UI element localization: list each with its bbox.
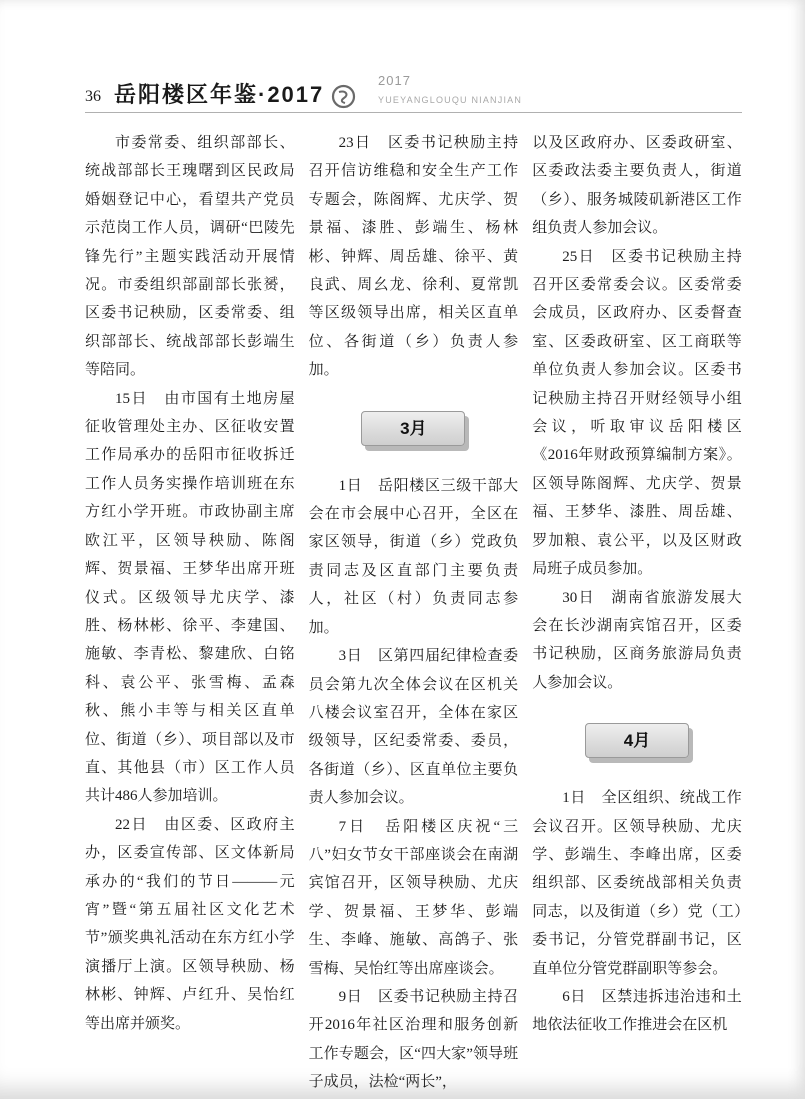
month-header-button: 3月 bbox=[361, 411, 465, 446]
entry-paragraph: 3日 区第四届纪律检查委员会第九次全体会议在区机关八楼会议室召开，全体在家区级领导，区纪委常委、委员，各街道（乡）、区直单位主要负责人参加会议。 bbox=[308, 648, 519, 807]
content-columns bbox=[85, 129, 742, 1097]
header-year-block bbox=[378, 74, 558, 106]
entry-paragraph: 7日 岳阳楼区庆祝“三八”妇女节女干部座谈会在南湖宾馆召开，区领导秧励、尤庆学、贺景福、王梦华、彭端生、李峰、施敏、高鸽子、张雪梅、吴怡红等出席座谈会。 bbox=[308, 818, 519, 977]
header-rule bbox=[85, 112, 742, 113]
entry-paragraph: 市委常委、组织部部长、统战部部长王瑰曙到区民政局婚姻登记中心，看望共产党员示范岗工作人员，调研“巴陵先锋先行”主题实践活动开展情况。市委组织部副部长张赟，区委书记秧励，区委常委、组织部部长、统战部部长彭端生等陪同。 bbox=[85, 135, 295, 379]
text-column-1 bbox=[85, 129, 295, 1097]
yearbook-logo-icon bbox=[331, 84, 356, 110]
entry-paragraph: 15日 由市国有土地房屋征收管理处主办、区征收安置工作局承办的岳阳市征收拆迁工作人员务实操作培训班在东方红小学开班。市政协副主席欧江平，区领导秧励、陈阁辉、贺景福、王梦华出席开班仪式。区级领导尤庆学、漆胜、杨林彬、徐平、李建国、施敏、李青松、黎建欣、白铭科、袁公平、张雪梅、孟森秋、熊小丰等与相关区直单位、街道（乡）、项目部以及市直、其他县（市）区工作人员共计486人参加培训。 bbox=[85, 390, 295, 805]
text-column-2 bbox=[309, 129, 519, 1097]
entry-paragraph: 30日 湖南省旅游发展大会在长沙湖南宾馆召开，区委书记秧励，区商务旅游局负责人参加会议。 bbox=[532, 589, 742, 691]
month-header-button: 4月 bbox=[585, 723, 689, 758]
page-number: 36 bbox=[85, 88, 101, 105]
page-header bbox=[85, 72, 742, 110]
entry-paragraph: 1日 岳阳楼区三级干部大会在市会展中心召开，全区在家区领导，街道（乡）党政负责同志及区直部门主要负责人，社区（村）负责同志参加。 bbox=[308, 477, 519, 636]
text-column-3 bbox=[532, 129, 742, 1097]
entry-paragraph: 25日 区委书记秧励主持召开区委常委会议。区委常委会成员，区政府办、区委督查室、区委政研室、区工商联等单位负责人参加会议。区委书记秧励主持召开财经领导小组会议，听取审议岳阳楼区《2016年财政预算编制方案》。区领导陈阁辉、尤庆学、贺景福、王梦华、漆胜、周岳雄、罗加粮、袁公平，以及区财政局班子成员参加。 bbox=[532, 248, 742, 578]
entry-paragraph: 9日 区委书记秧励主持召开2016年社区治理和服务创新工作专题会，区“四大家”领导班子成员，法检“两长”， bbox=[308, 988, 519, 1091]
entry-paragraph: 以及区政府办、区委政研室、区委政法委主要负责人，街道（乡）、服务城陵矶新港区工作组负责人参加会议。 bbox=[532, 135, 742, 237]
entry-paragraph: 23日 区委书记秧励主持召开信访维稳和安全生产工作专题会，陈阁辉、尤庆学、贺景福、漆胜、彭端生、杨林彬、钟辉、周岳雄、徐平、黄良武、周幺龙、徐利、夏常凯等区级领导出席，相关区直单位、各街道（乡）负责人参加。 bbox=[308, 135, 519, 379]
header-year: 2017 bbox=[378, 73, 411, 88]
entry-paragraph: 6日 区禁违拆违治违和土地依法征收工作推进会在区机 bbox=[532, 988, 742, 1034]
entry-paragraph: 22日 由区委、区政府主办，区委宣传部、区文体新局承办的“我们的节日———元宵”暨“第五届社区文化艺术节”颁奖典礼活动在东方红小学演播厅上演。区领导秧励、杨林彬、钟辉、卢红升、吴怡红等出席并颁奖。 bbox=[85, 816, 295, 1032]
entry-paragraph: 1日 全区组织、统战工作会议召开。区领导秧励、尤庆学、彭端生、李峰出席，区委组织部、区委统战部相关负责同志，以及街道（乡）党（工）委书记，分管党群副书记，区直单位分管党群副职等参会。 bbox=[532, 790, 742, 977]
header-subtitle: YUEYANGLOUQU NIANJIAN bbox=[378, 95, 523, 106]
page-title: 岳阳楼区年鉴·2017 bbox=[114, 82, 325, 107]
